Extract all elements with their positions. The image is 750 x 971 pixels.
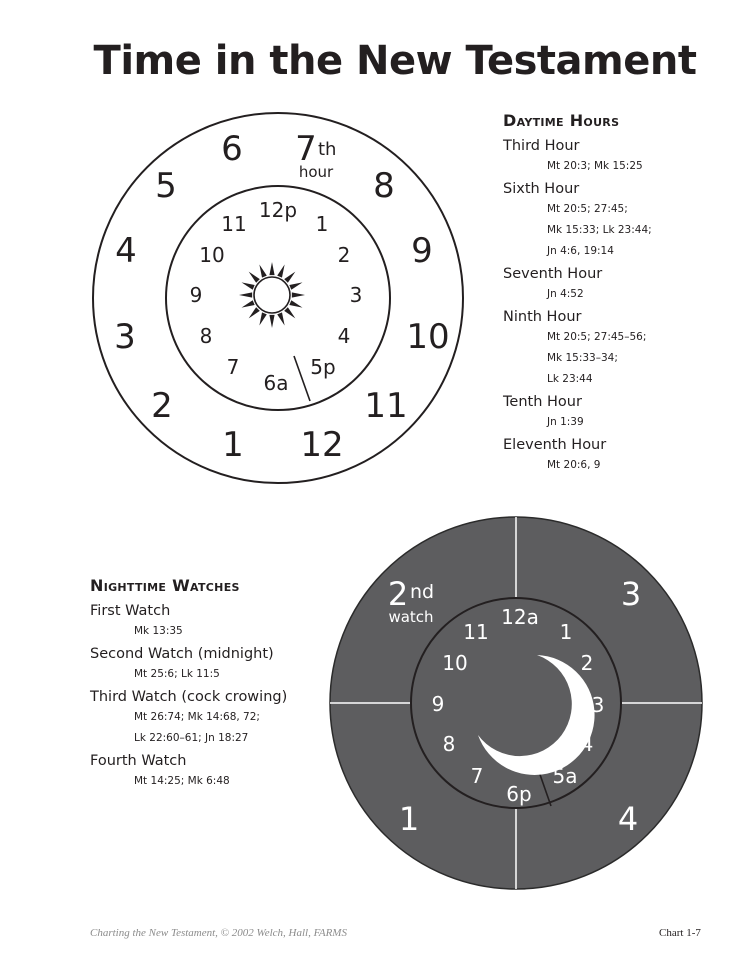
night-watch-2-suffix: nd: [410, 581, 435, 603]
scripture-reference: Mt 20:5; 27:45;: [547, 203, 628, 215]
night-inner-hour-7: 7: [470, 764, 484, 788]
entry-name: Ninth Hour: [503, 309, 582, 325]
day-inner-hour-4: 4: [337, 324, 351, 348]
page-title: Time in the New Testament: [93, 38, 697, 84]
scripture-reference: Mt 25:6; Lk 11:5: [134, 668, 220, 680]
day-inner-hour-6a: 6a: [263, 371, 289, 395]
night-inner-hour-9: 9: [431, 692, 445, 716]
footer-source: Charting the New Testament, © 2002 Welch, Hall, FARMS: [90, 927, 347, 939]
night-inner-hour-3: 3: [591, 693, 605, 717]
sun-icon: [239, 262, 305, 328]
night-watch-3: 3: [620, 575, 642, 613]
scripture-reference: Mt 20:3; Mk 15:25: [547, 160, 643, 172]
day-outer-hour-7: 7: [295, 129, 317, 169]
night-inner-hour-11: 11: [463, 620, 489, 644]
day-outer-hour-1: 1: [222, 425, 244, 465]
day-outer-hour-10: 10: [406, 317, 450, 357]
day-outer-hour-12: 12: [300, 425, 344, 465]
day-outer-hour-8: 8: [373, 166, 395, 206]
footer-chart-number: Chart 1-7: [659, 927, 701, 939]
day-inner-hour-3: 3: [349, 283, 363, 307]
day-outer-hour-11: 11: [364, 386, 408, 426]
day-inner-hour-1: 1: [315, 212, 329, 236]
entry-name: Eleventh Hour: [503, 437, 607, 453]
day-inner-hour-2: 2: [337, 243, 351, 267]
day-outer-hour-6: 6: [221, 129, 243, 169]
night-watch-2: 2: [387, 575, 409, 613]
daytime-hours-heading: Daytime Hours: [503, 111, 620, 130]
night-watch-4: 4: [617, 800, 639, 838]
day-inner-hour-5p: 5p: [310, 355, 336, 379]
daytime-hours-panel: [503, 111, 743, 476]
night-inner-hour-2: 2: [580, 651, 594, 675]
scripture-reference: Mt 20:6, 9: [547, 459, 601, 471]
night-inner-hour-1: 1: [559, 620, 573, 644]
day-inner-hour-11: 11: [221, 212, 247, 236]
day-outer-hour-3: 3: [114, 317, 136, 357]
entry-name: Fourth Watch: [90, 753, 187, 769]
day-inner-hour-10: 10: [199, 243, 225, 267]
nighttime-watches-panel: [90, 576, 330, 792]
scripture-reference: Mt 20:5; 27:45–56;: [547, 331, 647, 343]
day-inner-hour-12p: 12p: [258, 198, 298, 222]
nighttime-watches-heading: Nighttime Watches: [90, 576, 240, 595]
night-inner-hour-12a: 12a: [501, 605, 539, 629]
entry-name: Third Hour: [503, 138, 580, 154]
night-inner-hour-10: 10: [442, 651, 468, 675]
scripture-reference: Jn 4:52: [547, 288, 584, 300]
entry-name: Third Watch (cock crowing): [90, 689, 288, 705]
scripture-reference: Mt 26:74; Mk 14:68, 72;: [134, 711, 260, 723]
scripture-reference: Jn 1:39: [547, 416, 584, 428]
scripture-reference: Mk 15:33; Lk 23:44;: [547, 224, 652, 236]
scripture-reference: Lk 23:44: [547, 373, 593, 385]
night-inner-hour-6p: 6p: [506, 782, 532, 806]
day-clock: [93, 113, 463, 483]
scripture-reference: Mk 15:33–34;: [547, 352, 618, 364]
entry-name: Second Watch (midnight): [90, 646, 274, 662]
day-inner-hour-7: 7: [226, 355, 240, 379]
scripture-reference: Mt 14:25; Mk 6:48: [134, 775, 230, 787]
day-inner-hour-9: 9: [189, 283, 203, 307]
day-outer-hour-2: 2: [151, 386, 173, 426]
day-outer-hour-7-word: hour: [298, 163, 334, 181]
night-watch-2-word: watch: [388, 608, 434, 626]
scripture-reference: Lk 22:60–61; Jn 18:27: [134, 732, 249, 744]
day-outer-hour-7-suffix: th: [318, 139, 337, 160]
scripture-reference: Mk 13:35: [134, 625, 183, 637]
night-watch-1: 1: [398, 800, 420, 838]
day-outer-hour-9: 9: [411, 231, 433, 271]
night-inner-hour-4: 4: [580, 732, 594, 756]
day-inner-hour-8: 8: [199, 324, 213, 348]
day-outer-hour-5: 5: [155, 166, 177, 206]
entry-name: Seventh Hour: [503, 266, 603, 282]
entry-name: Tenth Hour: [503, 394, 582, 410]
day-outer-hour-4: 4: [115, 231, 137, 271]
night-inner-hour-8: 8: [442, 732, 456, 756]
night-inner-hour-5a: 5a: [552, 764, 578, 788]
scripture-reference: Jn 4:6, 19:14: [547, 245, 614, 257]
nighttime-watches-list: [90, 601, 330, 792]
daytime-hours-list: [503, 136, 743, 476]
entry-name: Sixth Hour: [503, 181, 580, 197]
night-clock: [330, 517, 702, 889]
entry-name: First Watch: [90, 603, 171, 619]
